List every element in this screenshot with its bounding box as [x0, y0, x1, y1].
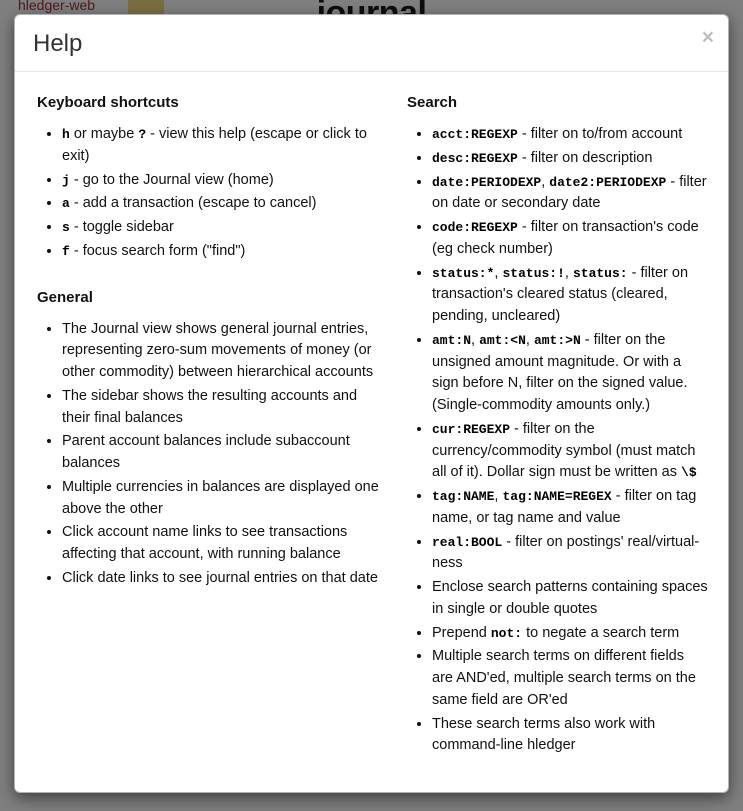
- help-list-item: • status:*, status:!, status: - filter on transaction's cleared status (cleared, pending, uncleared): [432, 263, 708, 328]
- code-term: status:*: [432, 265, 495, 281]
- code-term: status:: [572, 265, 628, 281]
- help-list-item: • real:BOOL - filter on postings' real/virtual-ness: [432, 532, 708, 576]
- code-term: cur:REGEXP: [432, 421, 511, 437]
- section-heading: Search: [407, 94, 458, 112]
- code-term: date:PERIODEXP: [432, 174, 542, 190]
- code-term: tag:NAME=REGEX: [502, 489, 612, 505]
- code-term: \$: [681, 465, 697, 481]
- code-term: amt:>N: [533, 332, 581, 348]
- modal-title: Help: [33, 30, 83, 57]
- code-term: j: [62, 172, 70, 188]
- help-list-item: • h or maybe ? - view this help (escape or click to exit): [62, 124, 381, 168]
- help-list: [37, 319, 381, 590]
- help-list-item: • Multiple currencies in balances are displayed one above the other: [62, 477, 381, 521]
- close-icon[interactable]: ×: [701, 26, 714, 49]
- code-term: status:!: [502, 265, 565, 281]
- help-list-item: • Enclose search patterns containing spaces in single or double quotes: [432, 577, 708, 621]
- help-list-item: • Prepend not: to negate a search term: [432, 623, 708, 645]
- code-term: h: [62, 127, 70, 143]
- help-left-column: [37, 88, 381, 763]
- code-term: s: [62, 220, 70, 236]
- code-term: f: [62, 243, 70, 259]
- help-list-item: • code:REGEXP - filter on transaction's code (eg check number): [432, 217, 708, 261]
- help-list: [37, 124, 381, 263]
- help-list-item: • Click account name links to see transactions affecting that account, with running balance: [62, 522, 381, 566]
- help-list-item: • date:PERIODEXP, date2:PERIODEXP - filter on date or secondary date: [432, 172, 708, 216]
- help-list-item: • Click date links to see journal entries on that date: [62, 568, 381, 590]
- help-list-item: • s - toggle sidebar: [62, 217, 381, 239]
- help-list-item: • The sidebar shows the resulting accounts and their final balances: [62, 386, 381, 430]
- modal-body: [15, 72, 728, 773]
- help-list-item: • Parent account balances include subaccount balances: [62, 431, 381, 475]
- help-list-item: • These search terms also work with command-line hledger: [432, 714, 708, 758]
- help-list-item: • Multiple search terms on different fields are AND'ed, multiple search terms on the same field are OR'ed: [432, 646, 708, 711]
- modal-header: [15, 15, 728, 72]
- code-term: a: [62, 196, 70, 212]
- section-heading: Keyboard shortcuts: [37, 94, 179, 112]
- code-term: real:BOOL: [432, 534, 503, 550]
- help-list-item: • desc:REGEXP - filter on description: [432, 148, 708, 170]
- code-term: amt:N: [432, 332, 472, 348]
- help-list-item: • amt:N, amt:<N, amt:>N - filter on the unsigned amount magnitude. Or with a sign before N, filter on the signed value. (Single-commodity amounts only.): [432, 330, 708, 417]
- code-term: desc:REGEXP: [432, 150, 518, 166]
- help-modal: [14, 14, 729, 793]
- help-list-item: • The Journal view shows general journal entries, representing zero-sum movements of money (or other commodity) between hierarchical accounts: [62, 319, 381, 384]
- code-term: ?: [138, 127, 147, 143]
- code-term: code:REGEXP: [432, 220, 518, 236]
- help-list-item: • f - focus search form ("find"): [62, 241, 381, 263]
- help-list-item: • cur:REGEXP - filter on the currency/commodity symbol (must match all of it). Dollar sign must be written as \$: [432, 419, 708, 484]
- help-list-item: • tag:NAME, tag:NAME=REGEX - filter on tag name, or tag name and value: [432, 486, 708, 530]
- help-list-item: • a - add a transaction (escape to cancel): [62, 193, 381, 215]
- code-term: not:: [490, 625, 523, 641]
- help-list-item: • acct:REGEXP - filter on to/from account: [432, 124, 708, 146]
- code-term: date2:PERIODEXP: [549, 174, 667, 190]
- help-list: [407, 124, 708, 757]
- section-heading: General: [37, 288, 93, 306]
- code-term: amt:<N: [479, 332, 526, 348]
- help-list-item: • j - go to the Journal view (home): [62, 170, 381, 192]
- help-right-column: [407, 88, 708, 763]
- code-term: acct:REGEXP: [432, 127, 518, 143]
- code-term: tag:NAME: [432, 489, 495, 505]
